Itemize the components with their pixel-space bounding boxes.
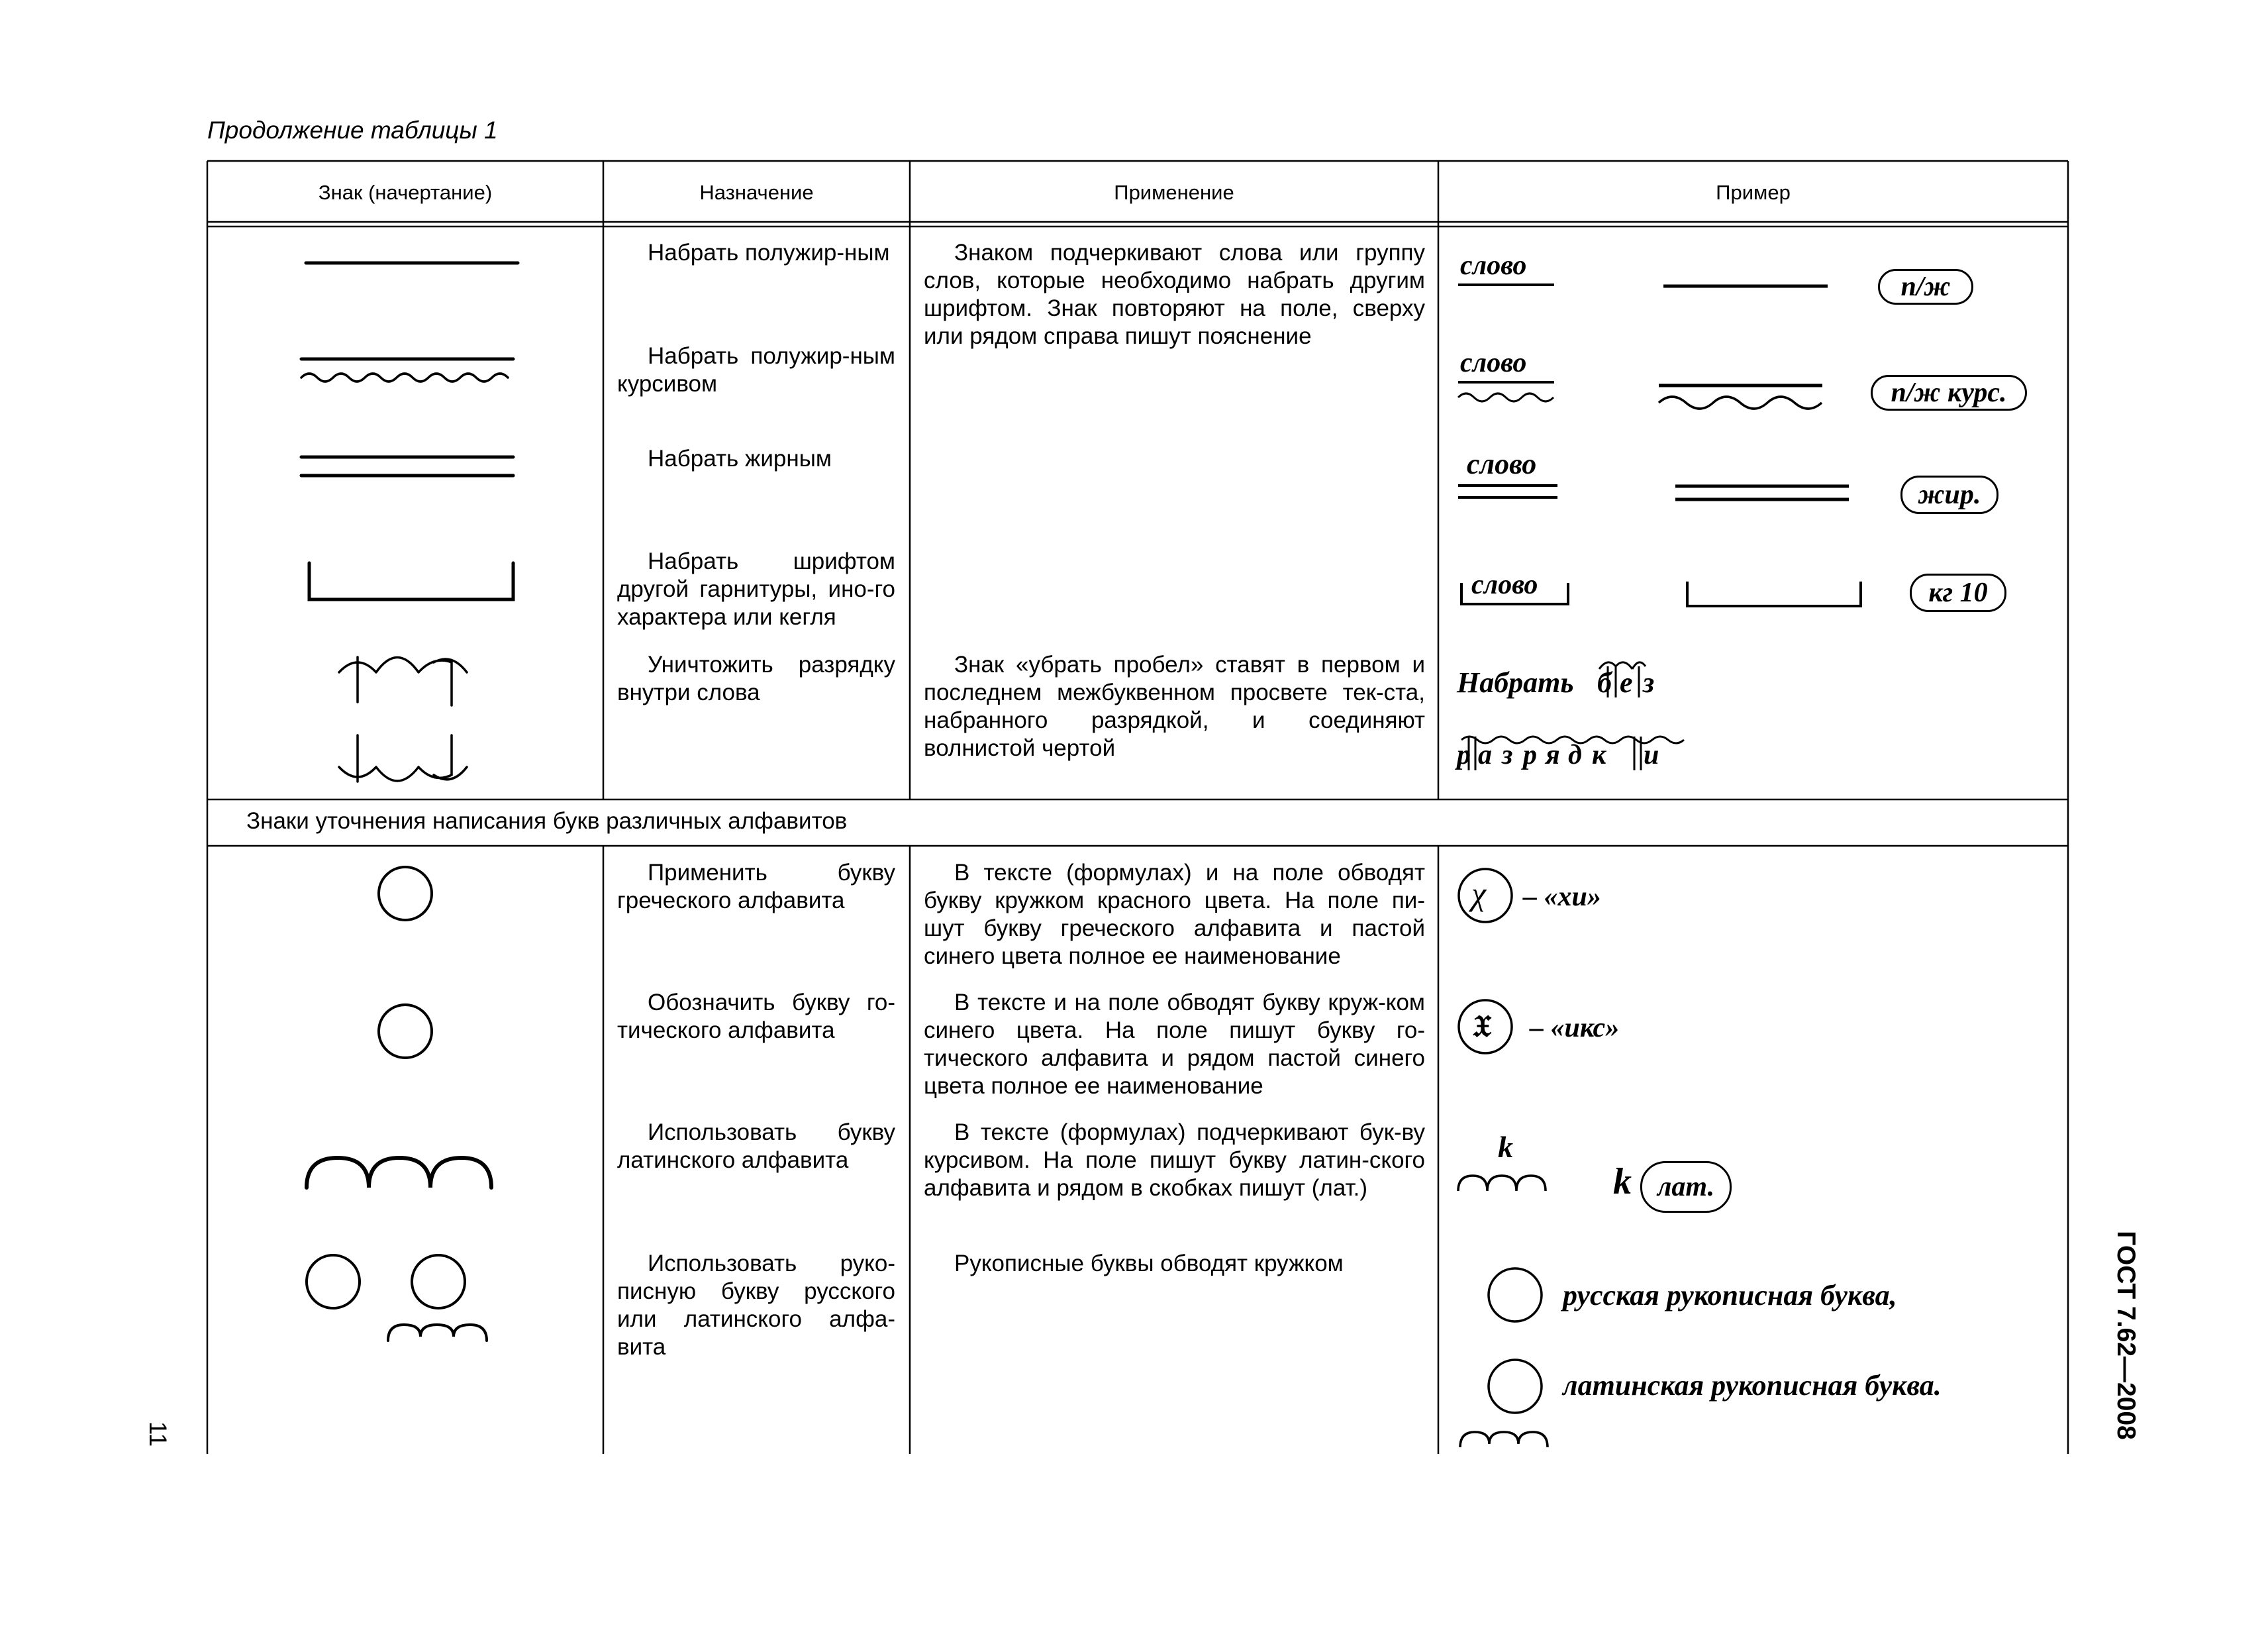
purpose-heavy: Набрать жирным [648,446,832,472]
purpose-greek: Применить букву греческого алфавита [617,860,895,913]
example-razryadki-5: я [1546,740,1560,770]
example-razryadki-1: р [1457,740,1471,770]
table-caption: Продолжение таблицы 1 [207,117,498,144]
example-word-bold-italic: слово [1460,348,1527,378]
purpose-handwriting: Использовать руко-писную букву русского или латинского алфа-вита [617,1251,895,1360]
example-kg10: кг 10 [1910,574,2006,612]
section-title: Знаки уточнения написания букв различных алфавитов [246,808,848,834]
col-header-application: Применение [1114,180,1234,204]
application-underline: Знаком подчеркивают слова или группу слов, которые необходимо набрать другим шрифтом. Знак повторяют на поле, сверху или рядом справа пишут пояснение [924,240,1425,349]
example-bez-z: з [1643,666,1655,699]
example-razryadki-8: и [1644,740,1659,770]
purpose-bold-italic: Набрать полужир-ным курсивом [617,343,895,397]
example-chi-letter: χ [1471,875,1486,912]
example-zhir: жир. [1900,476,1998,514]
example-word-bracket: слово [1471,570,1538,600]
example-gothic-letter: 𝔛 [1473,1008,1492,1044]
page-number: 11 [144,1421,172,1447]
example-bez-e: е [1620,666,1633,699]
example-word-heavy: слово [1467,448,1537,480]
example-russian-handwritten: русская рукописная буква, [1563,1279,1897,1311]
example-razryadki-4: р [1523,740,1537,770]
example-latin-handwritten: латинская рукописная буква. [1563,1369,1942,1402]
example-word-bold: слово [1460,250,1527,281]
example-nabrat: Набрать [1457,666,1574,699]
application-remove-spacing: Знак «убрать пробел» ставят в первом и последнем межбуквенном просвете тек-ста, набранного разрядкой, и соединяют волнистой чертой [924,652,1425,761]
example-pzh: п/ж [1878,269,1973,305]
col-header-sign: Знак (начертание) [318,180,493,204]
example-iks-name: – «икс» [1530,1013,1620,1043]
application-handwriting: Рукописные буквы обводят кружком [954,1251,1344,1276]
application-latin: В тексте (формулах) подчеркивают бук-ву курсивом. На поле пишут букву латин-ского алфавита и рядом в скобках пишут (лат.) [924,1119,1425,1201]
purpose-latin: Использовать букву латинского алфавита [617,1119,895,1173]
example-chi-name: – «хи» [1523,882,1601,912]
example-razryadki-7: к [1592,740,1606,770]
example-lat: лат. [1640,1161,1732,1213]
application-gothic: В тексте и на поле обводят букву круж-ком синего цвета. На поле пишут букву го-тического алфавита и рядом пастой синего цвета полное ее наименование [924,990,1425,1099]
col-header-example: Пример [1716,180,1791,204]
example-razryadki-2: а [1478,740,1492,770]
col-header-purpose: Назначение [699,180,814,204]
example-bez-b: б [1597,666,1612,699]
application-greek: В тексте (формулах) и на поле обводят букву кружком красного цвета. На поле пи-шут букву греческого алфавита и пастой синего цвета полное ее наименование [924,860,1425,969]
example-razryadki-6: д [1568,740,1582,770]
document-code: ГОСТ 7.62—2008 [2112,1231,2140,1440]
example-razryadki-3: з [1502,740,1513,770]
purpose-remove-spacing: Уничтожить разрядку внутри слова [617,652,895,705]
example-pzh-kurs: п/ж курс. [1871,375,2027,411]
purpose-other-font: Набрать шрифтом другой гарнитуры, ино-го характера или кегля [617,548,895,630]
purpose-gothic: Обозначить букву го-тического алфавита [617,990,895,1043]
purpose-bold: Набрать полужир-ным [648,240,890,266]
example-k-over-arcs: k [1498,1130,1513,1164]
example-k-letter: k [1613,1161,1632,1202]
